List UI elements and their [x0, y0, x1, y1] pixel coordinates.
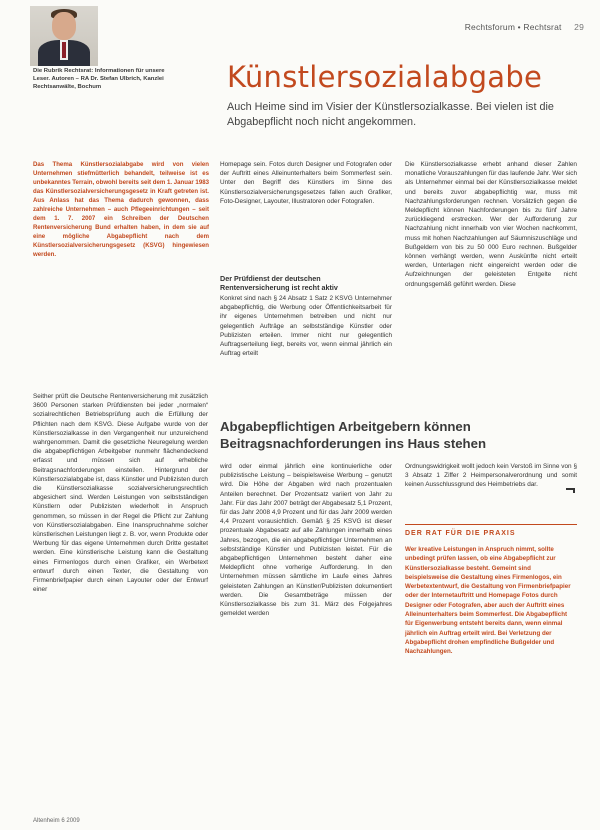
photo-caption: Die Rubrik Rechtsrat: Informationen für unsere Leser. Autoren – RA Dr. Stefan Ulbrich, Kanzlei Rechtsanwälte, Bochum [33, 68, 165, 90]
body-column-2b: Konkret sind nach § 24 Absatz 1 Satz 2 KSVG Unternehmer abgabepflichtig, die Werbung oder Öffentlichkeitsarbeit für ihr eigenes Unternehmen betreiben und nicht nur gelegentlich Aufträge an selbstständige Künstler oder Publizisten erteilen. Immer nicht nur gelegentlich Auftragserteilung liegt, bereits vor, wenn einmal jährlich ein Auftrag erteilt [220, 295, 392, 358]
end-mark-icon [566, 488, 575, 493]
body-column-1: Seither prüft die Deutsche Rentenversicherung mit zusätzlich 3600 Personen starken Prüfdiensten bei jeder „normalen“ sozialrechtlichen Betriebsprüfung auch die Erfüllung der Pflichten nach dem KSVG. Diese Aufgabe wurde von der Künstlersozialkasse in den Vergangenheit nur unzureichend wahrgenommen. Damit die gesetzliche Neuregelung werden die abgabepflichtigen Arbeitgeber nunmehr flächendeckend erfasst und müssen sich auf erhebliche Beitragsnachforderungen einstellen. Hintergrund der Künstlersozialabgabe ist, dass Künstler und Publizisten durch die Künstlersozialkasse sozialversicherungsrechtlich abgesichert sind. Werden Leistungen von selbstständigen Künstlern oder Publizisten wiederholt in Anspruch genommen, so müssen in der Regel die Pflicht zur Zahlung von Künstlersozialabgaben. Eine Inanspruchnahme solcher künstlerischen Leistungen liegt z. B. vor, wenn Produkte oder Werbung für das eigene Unternehmen durch Dritte gestaltet werden. Eine künstlerische Leistung kann die Gestaltung eines Firmenlogos durch einen Grafiker, ein Werbetext entwurf durch einen Texter, die Gestaltung von Firmenbriefpapier durch einen Layouter oder der Entwurf einer [33, 393, 208, 594]
body-column-3b: Ordnungswidrigkeit wollt jedoch kein Verstoß im Sinne von § 3 Absatz 1 Ziffer 2 Heimpersonalverordnung und somit keinen Ausschlussgrund des Heimbetriebs dar. [405, 463, 577, 489]
article-subtitle: Auch Heime sind im Visier der Künstlersozialkasse. Bei vielen ist die Abgabepflicht noch nicht angekommen. [227, 101, 554, 128]
tip-box-text: Wer kreative Leistungen in Anspruch nimmt, sollte unbedingt prüfen lassen, ob eine Abgabepflicht zur Künstlersozialkasse besteht. Gemeint sind beispielsweise die Gestaltung eines Firmenlogos, ein Werbetextentwurf, die Gestaltung von Firmenbriefpapier oder der Internetauftritt und Homepage Fotos durch Designer oder Fotografen, aber auch der Auftritt eines Alleinunterhalters beim Sommerfest. Die Abgabepflicht für Eigenwerbung entsteht bereits dann, wenn einmal jährlich ein Auftrag erteilt wird. Bei Verletzung der Abgabepflicht drohen empfindliche Bußgelder und Nachzahlungen. [405, 546, 571, 656]
page-number: 29 [574, 22, 584, 32]
body-column-2c: wird oder einmal jährlich eine kontinuierliche oder publizistische Leistung – beispielsweise Werbung – genutzt wird. Die Höhe der Abgaben wird nach prozentualen Anteilen berechnet. Der Prozentsatz variiert von Jahr zu Jahr. Für das Jahr 2007 beträgt der Abgabesatz 5,1 Prozent, für das Jahr 2008 4,9 Prozent und für das Jahr 2009 werden 4,4 Prozent vorausichtlich. Gemäß § 25 KSVG ist dieser prozentuale Abgabesatz auf alle Zahlungen innerhalb eines Jahres, bezogen, die ein abgabepflichtiger Unternehmen an selbstständige Künstler und Publizisten leistet. Für die abgabepflichtigen Unternehmen besteht daher eine Meldepflicht ohne vorherige Aufforderung. In den Unternehmen müssen sämtliche im Laufe eines Jahres geleisteten Zahlungen an Künstler/Publizisten dokumentiert werden. Die Gesamtbeträge müssen der Künstlersozialkasse bis zum 31. März des Folgejahres gemeldet werden [220, 463, 392, 618]
page-header [465, 22, 584, 32]
body-column-3: Die Künstlersozialkasse erhebt anhand dieser Zahlen monatliche Vorauszahlungen für das laufende Jahr. Wer sich als Unternehmer einmal bei der Künstlersozialkasse meldet und bereits zuvor abgabepflichtig war, muss mit Nachzahlungsforderungen rechnen. Vorsätzlich gegen die Meldepflicht können Nachforderungen bis zu fünf Jahre zurückliegend erstrecken. Wer der Aufforderung zur Nachzahlung nicht innerhalb von vier Wochen nachkommt, muss mit hohen Nachzahlungen auf Säumniszuschläge und Bußgeldern von bis zu 50 000 Euro rechnen. Bußgelder können verhängt werden, wenn Auskünfte nicht erteilt werden, Unterlagen nicht eingereicht werden oder die Aufzeichnungen der geleisteten Entgelte nicht ordnungsgemäß geführt werden. Diese [405, 161, 577, 288]
author-photo [30, 6, 98, 66]
section-label: Rechtsforum • Rechtsrat [464, 22, 562, 32]
body-column-2: Homepage sein. Fotos durch Designer und Fotografen oder der Auftritt eines Alleinunterhalters beim Sommerfest sein. Unter den Begriff des Künstlers im Sinne des Künstlersozialversicherungsgesetzes fallen auch Grafiker, Foto-Designer, Layouter, Illustratoren oder Fotografen. [220, 161, 392, 205]
section-heading: Abgabepflichtigen Arbeitgebern können Beitragsnachforderungen ins Haus stehen [220, 419, 487, 451]
tip-box-heading: DER RAT FÜR DIE PRAXIS [405, 530, 516, 537]
article-intro: Das Thema Künstlersozialabgabe wird von vielen Unternehmen stiefmütterlich behandelt, teilweise ist es unbekanntes Terrain, obwohl bereits seit dem 1. Januar 1983 das Künstlersozialversicherungsgesetz in Kraft getreten ist. Aus Anlass hat das Thema dadurch gewonnen, dass zahlreiche Unternehmen – auch Pflegeeinrichtungen – seit dem 1. 7. 2007 ein Schreiben der Deutschen Rentenversicherung Bund erhalten haben, in dem sie auf eine mögliche Abgabepflicht nach dem Künstlersozialversicherungsgesetz (KSVG) hingewiesen werden. [33, 161, 209, 259]
sub-heading: Der Prüfdienst der deutschen Rentenversicherung ist recht aktiv [220, 274, 338, 292]
divider [405, 524, 577, 525]
page-footer: Altenheim 6 2009 [33, 818, 80, 824]
article-title: Künstlersozialabgabe [227, 60, 543, 94]
